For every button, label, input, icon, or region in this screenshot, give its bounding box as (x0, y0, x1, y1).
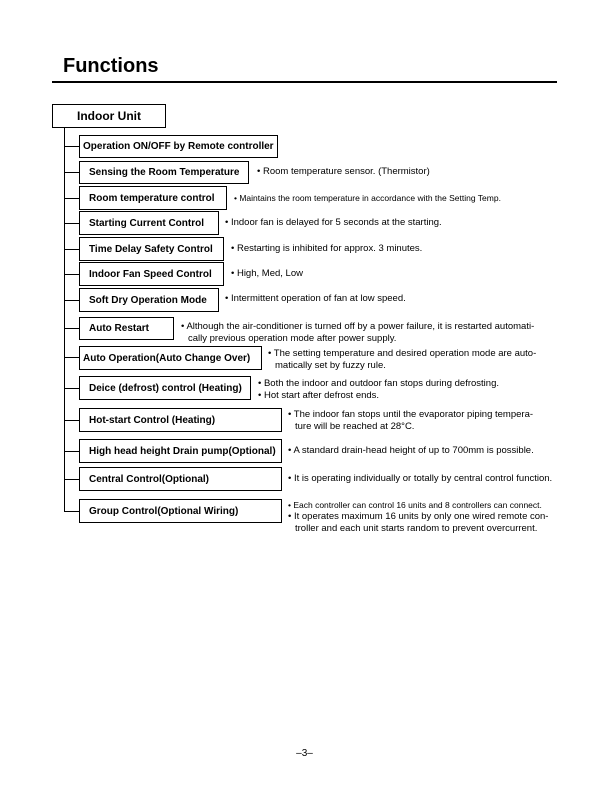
function-description (181, 321, 534, 345)
function-label: Sensing the Room Temperature (89, 167, 240, 178)
branch-line (64, 274, 79, 275)
branch-line (64, 328, 79, 329)
description-line: • The indoor fan stops until the evaporator piping tempera- (288, 409, 534, 420)
function-description (225, 217, 442, 229)
description-line: • Intermittent operation of fan at low speed. (225, 293, 406, 304)
branch-line (64, 479, 79, 480)
description-line: • Although the air-conditioner is turned off by a power failure, it is restarted automati- (181, 321, 535, 332)
function-box-operation-on-off (79, 135, 278, 158)
function-label: Room temperature control (89, 192, 215, 204)
function-box-drain-pump (79, 439, 282, 463)
function-label: Auto Operation(Auto Change Over) (83, 352, 251, 364)
function-label: Operation ON/OFF by Remote controller (83, 141, 274, 152)
function-label: High head height Drain pump(Optional) (89, 445, 276, 457)
function-box-deice-control (79, 376, 251, 400)
function-box-auto-operation (79, 346, 262, 370)
description-line: • It operates maximum 16 units by only one wired remote con- (288, 511, 549, 522)
function-description (288, 499, 548, 535)
function-box-soft-dry-operation-mode (79, 288, 219, 312)
description-line: • Room temperature sensor. (Thermistor) (257, 166, 430, 177)
description-line: matically set by fuzzy rule. (275, 360, 386, 371)
title-underline (52, 81, 557, 83)
function-label: Group Control(Optional Wiring) (89, 505, 239, 517)
function-box-hot-start-control (79, 408, 282, 432)
function-description (234, 192, 501, 204)
branch-line (64, 357, 79, 358)
branch-line (64, 451, 79, 452)
function-description (258, 378, 499, 402)
function-box-time-delay-safety-control (79, 237, 224, 261)
page-number: –3– (296, 748, 313, 759)
function-description (288, 473, 552, 485)
function-box-central-control (79, 467, 282, 491)
description-line: cally previous operation mode after power supply. (188, 333, 397, 344)
function-box-room-temperature-control (79, 186, 227, 210)
description-line: • Indoor fan is delayed for 5 seconds at the starting. (225, 217, 442, 228)
function-box-starting-current-control (79, 211, 219, 235)
branch-line (64, 249, 79, 250)
description-line: • High, Med, Low (231, 268, 303, 279)
branch-line (64, 146, 79, 147)
function-description (288, 409, 533, 433)
function-description (231, 268, 303, 280)
function-description (268, 348, 536, 372)
description-line: • It is operating individually or totally by central control function. (288, 473, 553, 484)
branch-line (64, 198, 79, 199)
branch-line (64, 172, 79, 173)
description-line: • A standard drain-head height of up to 700mm is possible. (288, 445, 534, 456)
function-label: Deice (defrost) control (Heating) (89, 382, 242, 394)
function-description (225, 293, 406, 305)
function-label: Central Control(Optional) (89, 473, 209, 485)
page-title: Functions (63, 55, 159, 77)
branch-line (64, 388, 79, 389)
function-box-sensing-room-temperature (79, 161, 249, 184)
function-label: Soft Dry Operation Mode (89, 294, 207, 306)
description-line: • Hot start after defrost ends. (258, 390, 380, 401)
tree-trunk-line (64, 128, 65, 511)
description-line: • Restarting is inhibited for approx. 3 minutes. (231, 243, 423, 254)
function-label: Indoor Fan Speed Control (89, 268, 212, 280)
branch-line (64, 300, 79, 301)
function-label: Auto Restart (89, 323, 150, 334)
function-box-group-control (79, 499, 282, 523)
function-label: Time Delay Safety Control (89, 243, 213, 255)
function-box-auto-restart (79, 317, 174, 340)
function-label: Starting Current Control (89, 217, 204, 229)
description-line: • Each controller can control 16 units and 8 controllers can connect. (288, 500, 542, 510)
function-label: Hot-start Control (Heating) (89, 414, 216, 426)
description-line: ture will be reached at 28°C. (295, 421, 415, 432)
branch-line (64, 420, 79, 421)
description-line: • Both the indoor and outdoor fan stops during defrosting. (258, 378, 499, 389)
description-line: troller and each unit starts random to prevent overcurrent. (295, 523, 538, 534)
branch-line (64, 223, 79, 224)
branch-line (64, 511, 79, 512)
function-description (231, 243, 422, 255)
description-line: • Maintains the room temperature in accordance with the Setting Temp. (234, 193, 501, 203)
function-box-indoor-fan-speed-control (79, 262, 224, 286)
function-description (288, 445, 534, 457)
function-description (257, 166, 430, 178)
indoor-unit-box: Indoor Unit (52, 104, 166, 128)
description-line: • The setting temperature and desired operation mode are auto- (268, 348, 537, 359)
